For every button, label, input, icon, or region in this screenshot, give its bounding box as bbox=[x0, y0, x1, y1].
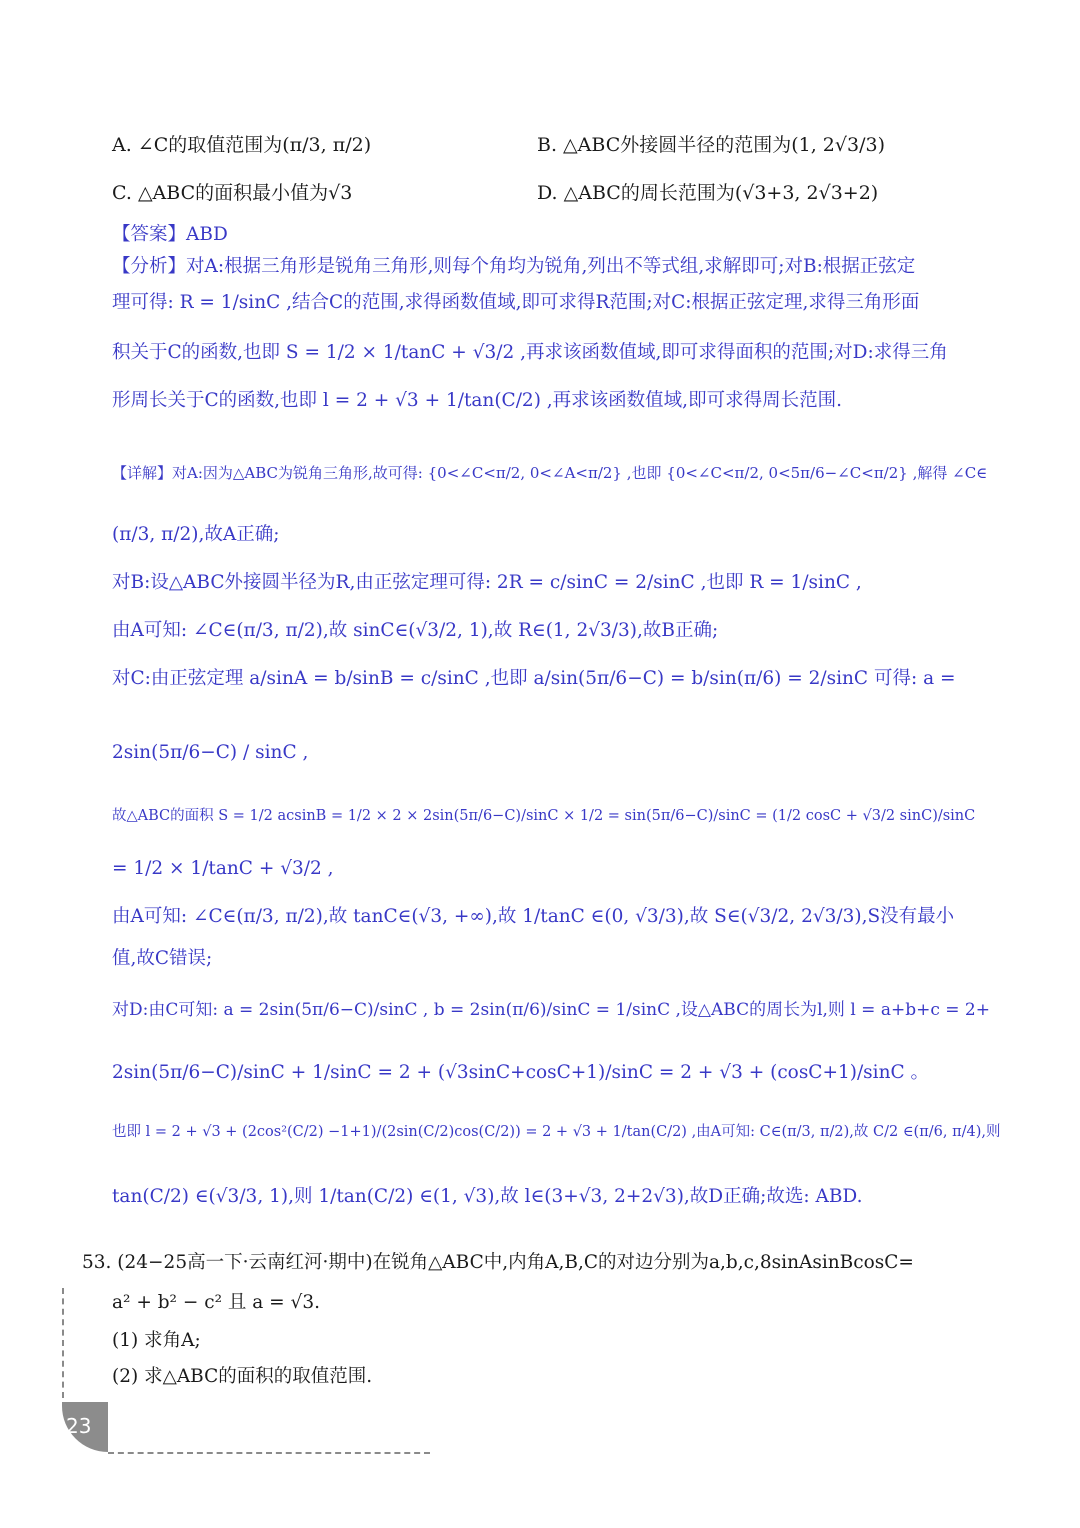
analysis-line: 理可得: R = 1/sinC ,结合C的范围,求得函数值域,即可求得R范围;对C:根据正弦定理,求得三角形面 bbox=[112, 292, 920, 313]
detail-line: tan(C/2) ∈(√3/3, 1),则 1/tan(C/2) ∈(1, √3),故 l∈(3+√3, 2+2√3),故D正确;故选: ABD. bbox=[112, 1186, 863, 1207]
option-b: B. △ABC外接圆半径的范围为(1, 2√3/3) bbox=[537, 134, 885, 156]
detail-line: 2sin(5π/6−C)/sinC + 1/sinC = 2 + (√3sinC+cosC+1)/sinC = 2 + √3 + (cosC+1)/sinC 。 bbox=[112, 1062, 930, 1083]
detail-line: 由A可知: ∠C∈(π/3, π/2),故 sinC∈(√3/2, 1),故 R∈(1, 2√3/3),故B正确; bbox=[112, 620, 719, 641]
analysis-line: 【分析】对A:根据三角形是锐角三角形,则每个角均为锐角,列出不等式组,求解即可;对B:根据正弦定 bbox=[112, 256, 916, 277]
answer-line: 【答案】ABD bbox=[112, 224, 228, 245]
detail-line: 对D:由C可知: a = 2sin(5π/6−C)/sinC , b = 2sin(π/6)/sinC = 1/sinC ,设△ABC的周长为l,则 l = a+b+c = 2+ bbox=[112, 1000, 990, 1020]
detail-line: 故△ABC的面积 S = 1/2 acsinB = 1/2 × 2 × 2sin(5π/6−C)/sinC × 1/2 = sin(5π/6−C)/sinC = (1/2 cosC + √3/2 sinC)/sinC bbox=[112, 808, 976, 824]
option-a: A. ∠C的取值范围为(π/3, π/2) bbox=[112, 134, 372, 156]
problem-condition: a² + b² − c² 且 a = √3. bbox=[112, 1292, 320, 1313]
footer-dashed-line bbox=[108, 1452, 430, 1454]
detail-line: 【详解】对A:因为△ABC为锐角三角形,故可得: {0<∠C<π/2, 0<∠A<π/2} ,也即 {0<∠C<π/2, 0<5π/6−∠C<π/2} ,解得 ∠C∈ bbox=[112, 464, 988, 482]
detail-line: = 1/2 × 1/tanC + √3/2 , bbox=[112, 858, 334, 879]
option-d: D. △ABC的周长范围为(√3+3, 2√3+2) bbox=[537, 182, 879, 204]
page-number: 23 bbox=[66, 1414, 92, 1438]
detail-line: 对C:由正弦定理 a/sinA = b/sinB = c/sinC ,也即 a/sin(5π/6−C) = b/sin(π/6) = 2/sinC 可得: a = bbox=[112, 668, 956, 689]
detail-line: 2sin(5π/6−C) / sinC , bbox=[112, 742, 309, 763]
problem-part-1: (1) 求角A; bbox=[112, 1330, 201, 1351]
detail-line: 由A可知: ∠C∈(π/3, π/2),故 tanC∈(√3, +∞),故 1/tanC ∈(0, √3/3),故 S∈(√3/2, 2√3/3),S没有最小 bbox=[112, 906, 955, 927]
detail-line: 值,故C错误; bbox=[112, 948, 213, 969]
detail-line: (π/3, π/2),故A正确; bbox=[112, 524, 280, 545]
analysis-line: 形周长关于C的函数,也即 l = 2 + √3 + 1/tan(C/2) ,再求该函数值域,即可求得周长范围. bbox=[112, 390, 842, 411]
margin-dashed-line bbox=[62, 1288, 64, 1398]
analysis-line: 积关于C的函数,也即 S = 1/2 × 1/tanC + √3/2 ,再求该函数值域,即可求得面积的范围;对D:求得三角 bbox=[112, 342, 948, 363]
detail-line: 对B:设△ABC外接圆半径为R,由正弦定理可得: 2R = c/sinC = 2/sinC ,也即 R = 1/sinC , bbox=[112, 572, 862, 593]
problem-statement: 53. (24−25高一下·云南红河·期中)在锐角△ABC中,内角A,B,C的对边分别为a,b,c,8sinAsinBcosC= bbox=[82, 1252, 914, 1273]
detail-line: 也即 l = 2 + √3 + (2cos²(C/2) −1+1)/(2sin(C/2)cos(C/2)) = 2 + √3 + 1/tan(C/2) ,由A可知: C∈(π/3, π/2),故 C/2 ∈(π/6, π/4),则 bbox=[112, 1124, 1001, 1140]
problem-part-2: (2) 求△ABC的面积的取值范围. bbox=[112, 1366, 373, 1387]
option-c: C. △ABC的面积最小值为√3 bbox=[112, 182, 353, 204]
